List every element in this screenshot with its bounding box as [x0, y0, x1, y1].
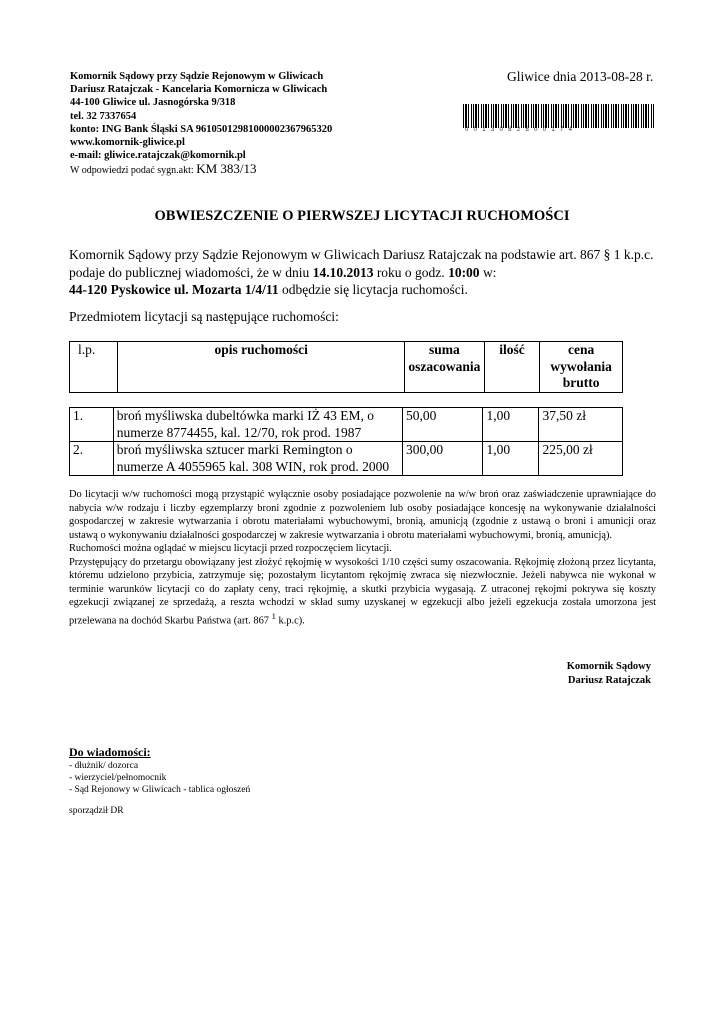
column-header-valuation: suma oszacowania	[405, 342, 485, 393]
case-reference-label: W odpowiedzi podać sygn.akt:	[70, 165, 194, 177]
case-number: KM 383/13	[196, 161, 257, 177]
terms-paragraph: Do licytacji w/w ruchomości mogą przystąpić wyłącznie osoby posiadające pozwolenie na w/w broń oraz zaświadczenie uprawniające do nabycia w/w rodzaju i liczby egzemplarzy broni zgodnie z pozwoleniem lub osoby posiadające koncesję na wykonywanie działalności gospodarczej w zakresie wytwarzania i obrotu materiałami wybuchowymi, bronią, amunicją (zgodnie z ustawą o broni i amunicji oraz ustawą o wykonywaniu działalności gospodarczej w zakresie wytwarzania i obrotu materiałami wybuchowymi, bronią, amunicją).	[69, 489, 656, 541]
cell-quantity: 1,00	[483, 408, 539, 442]
case-reference	[70, 162, 332, 177]
header-email: e-mail: gliwice.ratajczak@komornik.pl	[70, 150, 246, 162]
header-website: www.komornik-gliwice.pl	[70, 137, 185, 149]
bailiff-header	[70, 70, 332, 178]
subject-line: Przedmiotem licytacji są następujące ruchomości:	[69, 309, 339, 324]
intro-paragraph	[69, 246, 669, 299]
distribution-list	[69, 745, 250, 796]
terms-paragraph: Przystępujący do przetargu obowiązany jest złożyć rękojmię w wysokości 1/10 części sumy oszacowania. Rękojmię złożoną przez licytanta, któremu udzielono przybicia, zatrzymuje się; pozostałym licytantom rękojmię zwraca się niezwłocznie. Jeżeli nabywca nie wykonał w terminie warunków licytacji co do zapłaty ceny, traci rękojmię, a skutki przybicia wygasają. Z utraconej rękojmi pokrywa się koszty egzekucji związanej ze sprzedażą, a reszta wchodzi w skład sumy uzyskanej w egzekucji albo jeżeli egzekucja została umorzona jest przelewana na dochód Skarbu Państwa (art. 867 $^1$ k.p.c).	[69, 556, 656, 626]
column-header-lp: l.p.	[70, 342, 118, 393]
distribution-item: - Sąd Rejonowy w Gliwicach - tablica ogłoszeń	[69, 785, 251, 795]
header-address: 44-100 Gliwice ul. Jasnogórska 9/318	[70, 97, 236, 109]
auction-date: 14.10.2013	[312, 264, 374, 280]
intro-line: 44-120 Pyskowice ul. Mozarta 1/4/11 odbędzie się licytacja ruchomości.	[69, 282, 468, 297]
signature-title: Komornik Sądowy	[566, 661, 651, 672]
signature-block	[540, 660, 651, 688]
cell-quantity: 1,00	[483, 442, 539, 476]
cell-description: broń myśliwska sztucer marki Remington o numerze A 4055965 kal. 308 WIN, rok prod. 2000	[113, 442, 402, 476]
cell-price: 225,00 zł	[539, 442, 623, 476]
cell-lp: 2.	[70, 442, 114, 476]
distribution-item: - wierzyciel/pełnomocnik	[69, 773, 167, 783]
cell-lp: 1.	[70, 408, 114, 442]
terms-paragraph: Ruchomości można oglądać w miejscu licytacji przed rozpoczęciem licytacji.	[69, 543, 392, 554]
barcode-number: 0013082800174	[465, 127, 578, 133]
distribution-heading: Do wiadomości:	[69, 745, 151, 759]
prepared-by: sporządził DR	[69, 806, 124, 816]
intro-line: podaje do publicznej wiadomości, że w dniu 14.10.2013 roku o godz. 10:00 w:	[69, 264, 497, 280]
header-line: Komornik Sądowy przy Sądzie Rejonowym w Gliwicach	[70, 71, 324, 82]
cell-valuation: 50,00	[403, 408, 483, 442]
cell-valuation: 300,00	[403, 442, 483, 476]
column-header-price: cena wywołania brutto	[540, 342, 623, 393]
auction-time: 10:00	[448, 264, 480, 280]
header-bank-account: konto: ING Bank Śląski SA 96105012981000002367965320	[70, 123, 333, 135]
cell-description: broń myśliwska dubeltówka marki IŻ 43 EM, o numerze 8774455, kal. 12/70, rok prod. 1987	[113, 408, 402, 442]
column-header-quantity: ilość	[484, 342, 540, 393]
items-table	[69, 407, 623, 476]
table-row	[70, 408, 623, 442]
table-row	[70, 442, 623, 476]
barcode-image	[463, 104, 654, 128]
document-title: OBWIESZCZENIE O PIERWSZEJ LICYTACJI RUCHOMOŚCI	[154, 208, 570, 224]
signature-name: Dariusz Ratajczak	[567, 675, 651, 686]
header-line: Dariusz Ratajczak - Kancelaria Komornicza w Gliwicach	[70, 84, 328, 96]
distribution-item: - dłużnik/ dozorca	[69, 761, 139, 771]
intro-line: Komornik Sądowy przy Sądzie Rejonowym w Gliwicach Dariusz Ratajczak na podstawie art. 867 § 1 k.p.c.	[69, 247, 654, 262]
items-table-header	[69, 341, 623, 393]
cell-price: 37,50 zł	[539, 408, 623, 442]
document-date: Gliwice dnia 2013-08-28 r.	[507, 69, 654, 84]
header-phone: tel. 32 7337654	[70, 110, 137, 122]
column-header-description: opis ruchomości	[118, 342, 405, 393]
auction-location: 44-120 Pyskowice ul. Mozarta 1/4/11	[69, 282, 279, 297]
auction-terms	[69, 488, 656, 627]
